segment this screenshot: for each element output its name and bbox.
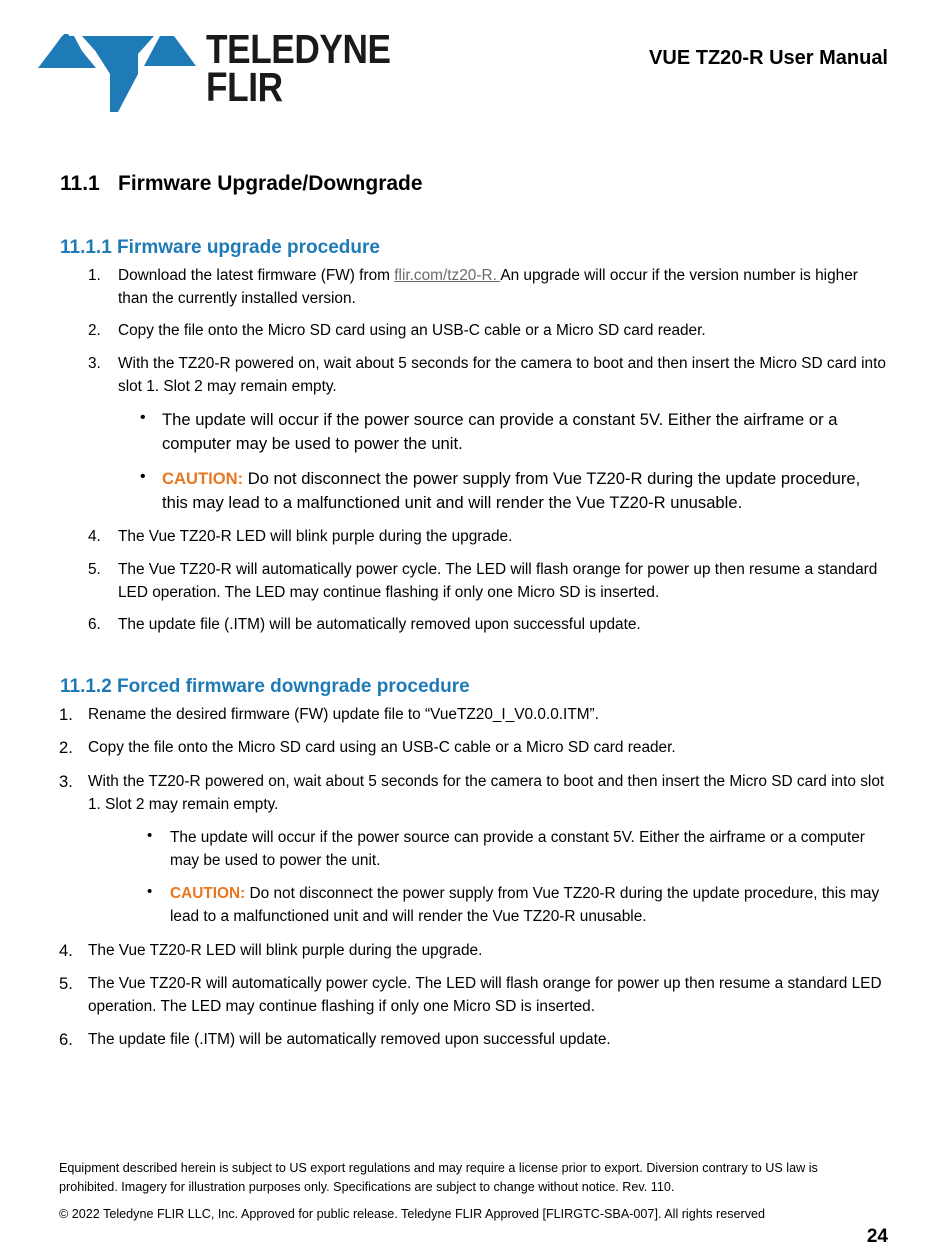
list-number: 4. [88, 528, 101, 545]
section-heading [60, 172, 423, 196]
list-item: The update will occur if the power source can provide a constant 5V. Either the airframe or a computer may be used to power the unit. [162, 410, 838, 453]
bullet-icon: • [147, 883, 153, 900]
list-item: The Vue TZ20-R LED will blink purple during the upgrade. [118, 528, 513, 545]
list-item-text: Download the latest firmware (FW) from [118, 267, 395, 284]
list-number: 1. [59, 705, 73, 724]
list-item: Copy the file onto the Micro SD card using an USB-C cable or a Micro SD card reader. [118, 322, 706, 339]
list-item: With the TZ20-R powered on, wait about 5 seconds for the camera to boot and then insert the Micro SD card into slot 1. Slot 2 may remain empty. [88, 773, 885, 813]
list-item-text: An upgrade will occur if the version number is higher than the currently installed version. [118, 267, 858, 307]
list-number: 2. [88, 322, 101, 339]
bullet-icon: • [140, 468, 146, 485]
list-item: Rename the desired firmware (FW) update file to “VueTZ20_I_V0.0.0.ITM”. [88, 706, 599, 723]
bullet-icon: • [147, 827, 153, 844]
teledyne-logo-icon [38, 34, 198, 114]
caution-label: CAUTION: [162, 469, 244, 488]
teledyne-flir-wordmark [206, 26, 391, 110]
logo-line-2: FLIR [206, 64, 283, 110]
upgrade-heading: 11.1.1 Firmware upgrade procedure [60, 237, 380, 258]
list-item: With the TZ20-R powered on, wait about 5 seconds for the camera to boot and then insert the Micro SD card into slot 1. Slot 2 may remain empty. [118, 355, 886, 395]
list-number: 6. [59, 1030, 73, 1049]
list-item: The update file (.ITM) will be automatically removed upon successful update. [88, 1031, 611, 1048]
list-number: 5. [59, 974, 73, 993]
list-item: The Vue TZ20-R LED will blink purple during the upgrade. [88, 942, 483, 959]
section-title: Firmware Upgrade/Downgrade [118, 172, 423, 195]
list-number: 5. [88, 561, 101, 578]
document-title: VUE TZ20-R User Manual [649, 47, 888, 69]
list-number: 2. [59, 738, 73, 757]
list-item: Copy the file onto the Micro SD card using an USB-C cable or a Micro SD card reader. [88, 739, 676, 756]
list-item: The update will occur if the power source can provide a constant 5V. Either the airframe or a computer may be used to power the unit. [170, 829, 865, 869]
list-item [118, 264, 888, 310]
caution-text: Do not disconnect the power supply from Vue TZ20-R during the update procedure, this may lead to a malfunctioned unit and will render the Vue TZ20-R unusable. [170, 885, 880, 925]
logo-line-1: TELEDYNE [206, 26, 391, 72]
list-number: 4. [59, 941, 73, 960]
caution-note [170, 882, 890, 928]
section-number: 11.1 [60, 172, 100, 195]
firmware-download-link[interactable]: flir.com/tz20-R. [394, 267, 501, 284]
list-number: 1. [88, 267, 101, 284]
list-item: The update file (.ITM) will be automatically removed upon successful update. [118, 616, 641, 633]
bullet-icon: • [140, 409, 146, 426]
copyright: © 2022 Teledyne FLIR LLC, Inc. Approved for public release. Teledyne FLIR Approved [FLIRGTC-SBA-007]. All rights reserved [59, 1207, 766, 1221]
list-number: 6. [88, 616, 101, 633]
caution-note [162, 467, 887, 515]
caution-text: Do not disconnect the power supply from Vue TZ20-R during the update procedure, this may lead to a malfunctioned unit and will render the Vue TZ20-R unusable. [162, 469, 861, 512]
list-number: 3. [88, 355, 101, 372]
downgrade-heading: 11.1.2 Forced firmware downgrade procedure [60, 676, 470, 697]
list-number: 3. [59, 772, 73, 791]
page-number: 24 [866, 1226, 888, 1247]
caution-label: CAUTION: [170, 885, 246, 902]
export-disclaimer: Equipment described herein is subject to US export regulations and may require a license prior to export. Diversion contrary to US law is prohibited. Imagery for illustration purposes only. Specifications are subject to change without notice. Rev. 110. [59, 1161, 818, 1194]
list-item: The Vue TZ20-R will automatically power cycle. The LED will flash orange for power up then resume a standard LED operation. The LED may continue flashing if only one Micro SD is inserted. [88, 975, 882, 1015]
list-item: The Vue TZ20-R will automatically power cycle. The LED will flash orange for power up then resume a standard LED operation. The LED may continue flashing if only one Micro SD is inserted. [118, 561, 878, 601]
